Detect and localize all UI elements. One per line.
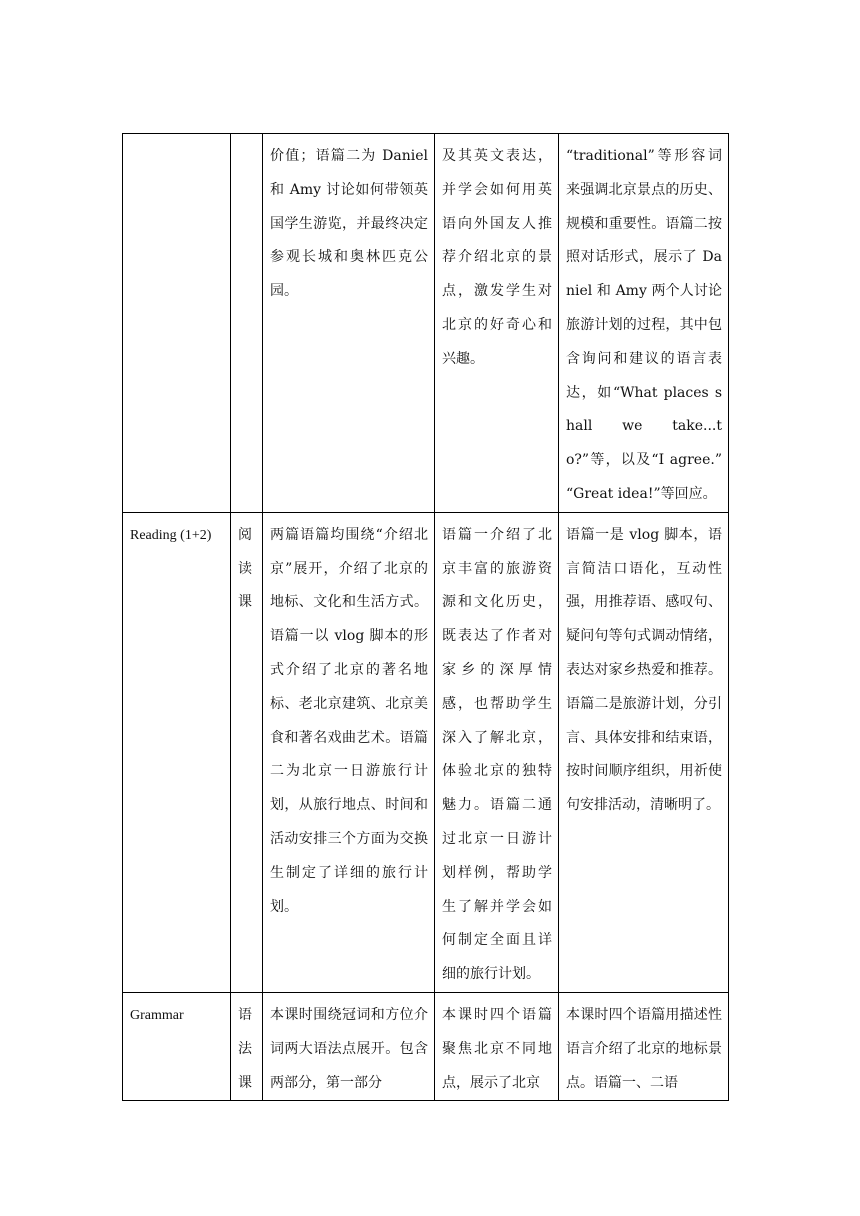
language-cell: 语篇一是 vlog 脚本，语言简洁口语化，互动性强，用推荐语、感叹句、疑问句等句式调动情绪，表达对家乡热爱和推荐。语篇二是旅游计划，分引言、具体安排和结束语，按时间顺序组织，用祈使句安排活动，清晰明了。: [559, 512, 729, 992]
lesson-type-cell: 阅读课: [231, 512, 263, 992]
content-cell: 两篇语篇均围绕“介绍北京”展开，介绍了北京的地标、文化和生活方式。语篇一以 vlog 脚本的形式介绍了北京的著名地标、老北京建筑、北京美食和著名戏曲艺术。语篇二为北京一日游旅行计划，从旅行地点、时间和活动安排三个方面为交换生制定了详细的旅行计划。: [263, 512, 435, 992]
lesson-type-cell: [231, 134, 263, 513]
language-cell: “traditional”等形容词来强调北京景点的历史、规模和重要性。语篇二按照对话形式，展示了 Daniel 和 Amy 两个人讨论旅游计划的过程，其中包含询问和建议的语言表达，如“What places shall we take...to?”等，以及“I agree.” “Great idea!”等回应。: [559, 134, 729, 513]
lesson-type-cell: 语法课: [231, 992, 263, 1100]
meaning-cell: 及其英文表达，并学会如何用英语向外国友人推荐介绍北京的景点，激发学生对北京的好奇心和兴趣。: [435, 134, 559, 513]
table-row: [123, 992, 729, 1100]
meaning-cell: 本课时四个语篇聚焦北京不同地点，展示了北京: [435, 992, 559, 1100]
lesson-analysis-table: [122, 133, 729, 1101]
table-row: [123, 512, 729, 992]
content-cell: 价值；语篇二为 Daniel 和 Amy 讨论如何带领英国学生游览，并最终决定参观长城和奥林匹克公园。: [263, 134, 435, 513]
lesson-cell: [123, 134, 231, 513]
language-cell: 本课时四个语篇用描述性语言介绍了北京的地标景点。语篇一、二语: [559, 992, 729, 1100]
meaning-cell: 语篇一介绍了北京丰富的旅游资源和文化历史，既表达了作者对家乡的深厚情感，也帮助学生深入了解北京，体验北京的独特魅力。语篇二通过北京一日游计划样例，帮助学生了解并学会如何制定全面且详细的旅行计划。: [435, 512, 559, 992]
table-row: [123, 134, 729, 513]
lesson-cell: Reading (1+2): [123, 512, 231, 992]
content-cell: 本课时围绕冠词和方位介词两大语法点展开。包含两部分，第一部分: [263, 992, 435, 1100]
lesson-cell: Grammar: [123, 992, 231, 1100]
